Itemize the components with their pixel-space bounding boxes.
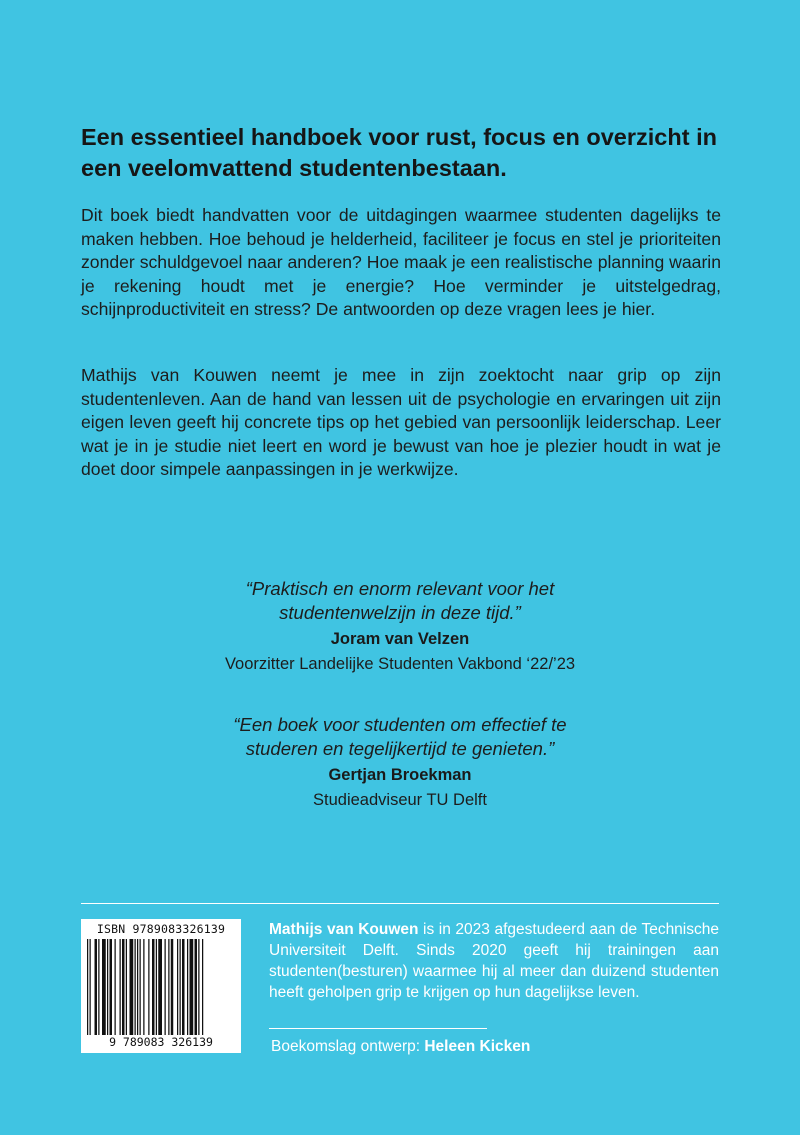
quote-text (0, 577, 800, 625)
barcode-bars-graphic (87, 939, 235, 1035)
isbn-label: ISBN 9789083326139 (96, 922, 226, 936)
quote-2 (0, 713, 800, 813)
author-bio-text: is in 2023 afgestudeerd aan de Technische Universiteit Delft. Sinds 2020 geeft hij trainingen aan studenten(besturen) waarmee hij al meer dan duizend studenten heeft geholpen grip te krijgen op hun dagelijkse leven. (269, 921, 719, 1001)
cover-credit (271, 1036, 530, 1057)
quote-author: Gertjan Broekman (328, 766, 472, 784)
barcode-bar (98, 939, 99, 1035)
author-name: Mathijs van Kouwen (269, 921, 419, 938)
quote-line: “Praktisch en enorm relevant voor het (245, 578, 555, 599)
designer-name: Heleen Kicken (424, 1038, 531, 1055)
barcode-bar (90, 939, 91, 1035)
author-bio (269, 919, 719, 1003)
barcode-bar (148, 939, 149, 1035)
barcode-bar (187, 939, 188, 1035)
description-paragraph-2: Mathijs van Kouwen neemt je mee in zijn zoektocht naar grip op zijn studentenleven. Aan de hand van lessen uit de psychologie en ervaringen uit zijn eigen leven geeft hij concrete tips op het gebied van persoonlijk leiderschap. Leer wat je in je studie niet leert en word je bewust van hoe je plezier houdt in wat je doet door simpele aanpassingen in je werkwijze. (81, 365, 721, 480)
barcode-bar (130, 939, 134, 1035)
quote-role: Studieadviseur TU Delft (313, 791, 487, 809)
barcode-bar (171, 939, 174, 1035)
barcode-bar (102, 939, 106, 1035)
barcode-bar (135, 939, 136, 1035)
barcode-bar (190, 939, 194, 1035)
bio-divider (269, 1028, 487, 1029)
quote-role: Voorzitter Landelijke Studenten Vakbond ‘22/’23 (224, 655, 576, 673)
quote-line: studentenwelzijn in deze tijd.” (279, 602, 521, 623)
barcode-bar (107, 939, 108, 1035)
headline: Een essentieel handboek voor rust, focus en overzicht in een veelomvattend studentenbestaan. (81, 124, 717, 181)
barcode-bar (180, 939, 181, 1035)
quote-1 (0, 577, 800, 677)
barcode-bar (156, 939, 157, 1035)
credit-label: Boekomslag ontwerp: (271, 1038, 425, 1055)
description-paragraph-1: Dit boek biedt handvatten voor de uitdagingen waarmee studenten dagelijks te maken hebben. Hoe behoud je helderheid, faciliteer je focus en stel je prioriteiten zonder schuldgevoel naar anderen? Hoe maak je een realistische planning waarin je rekening houdt met je energie? Hoe verminder je uitstelgedrag, schijnproductiviteit en stress? De antwoorden op deze vragen lees je hier. (81, 205, 721, 320)
quote-author: Joram van Velzen (330, 630, 470, 648)
barcode-bar (122, 939, 125, 1035)
quote-text (0, 713, 800, 761)
barcode-bar (87, 939, 88, 1035)
barcode-bar (115, 939, 116, 1035)
barcode-bar (126, 939, 127, 1035)
section-divider (81, 903, 719, 904)
barcode-bar (202, 939, 203, 1035)
barcode-bar (177, 939, 178, 1035)
barcode-bar (195, 939, 198, 1035)
barcode-bar (143, 939, 144, 1035)
barcode-bar (95, 939, 98, 1035)
quote-line: “Een boek voor studenten om effectief te (233, 714, 567, 735)
barcode-digits: 9 789083 326139 (109, 1035, 213, 1049)
quote-line: studeren en tegelijkertijd te genieten.” (245, 738, 555, 759)
barcode-bar (120, 939, 121, 1035)
barcode-bar (152, 939, 155, 1035)
barcode-bar (165, 939, 166, 1035)
barcode-bar (137, 939, 138, 1035)
barcode-bar (168, 939, 169, 1035)
barcode-bar (110, 939, 113, 1035)
barcode-bar (158, 939, 162, 1035)
isbn-barcode (81, 919, 241, 1053)
barcode-bar (182, 939, 185, 1035)
barcode-bar (198, 939, 199, 1035)
barcode-bar (140, 939, 141, 1035)
